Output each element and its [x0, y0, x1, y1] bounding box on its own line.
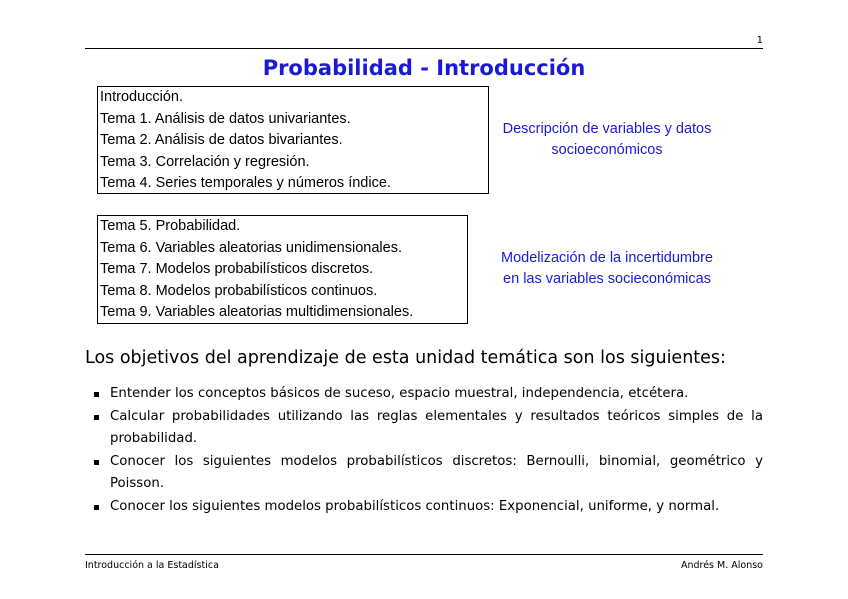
topic-item: Tema 7. Modelos probabilísticos discretos.: [100, 261, 374, 278]
probability-caption: [487, 248, 727, 290]
objective-item: Entender los conceptos básicos de suceso, espacio muestral, independencia, etcétera.: [85, 383, 763, 405]
topic-item: Tema 9. Variables aleatorias multidimensionales.: [100, 304, 414, 321]
topics-box-descriptive: [97, 86, 489, 194]
topic-item: Tema 8. Modelos probabilísticos continuos.: [100, 282, 378, 299]
footer-author: Andrés M. Alonso: [680, 560, 763, 571]
objective-item: Conocer los siguientes modelos probabilísticos continuos: Exponencial, uniforme, y normal.: [85, 496, 763, 518]
page-number: 1: [756, 35, 763, 46]
slide-title: Probabilidad - Introducción: [262, 56, 586, 80]
topic-item: Tema 2. Análisis de datos bivariantes.: [100, 132, 343, 149]
topic-item: Tema 1. Análisis de datos univariantes.: [100, 110, 351, 127]
header-rule: [85, 48, 763, 49]
objective-item: Conocer los siguientes modelos probabilísticos discretos: Bernoulli, binomial, geométrico y Poisson.: [85, 451, 763, 495]
caption-line: Descripción de variables y datos: [502, 121, 712, 137]
topic-item: Tema 3. Correlación y regresión.: [100, 153, 310, 170]
footer-rule: [85, 554, 763, 555]
caption-line: socioeconómicos: [551, 142, 663, 158]
topic-item: Tema 6. Variables aleatorias unidimensionales.: [100, 239, 402, 256]
topics-box-probability: [97, 215, 468, 324]
objective-item: Calcular probabilidades utilizando las reglas elementales y resultados teóricos simples de la probabilidad.: [85, 406, 763, 450]
caption-line: Modelización de la incertidumbre: [501, 250, 713, 266]
caption-line: en las variables socieconómicas: [503, 271, 711, 287]
objectives-intro: Los objetivos del aprendizaje de esta unidad temática son los siguientes:: [85, 348, 726, 368]
footer-course: Introducción a la Estadística: [85, 560, 219, 571]
objectives-list: [85, 383, 763, 519]
descriptive-caption: [487, 119, 727, 161]
topic-item: Tema 5. Probabilidad.: [100, 218, 241, 234]
topic-item: Introducción.: [100, 89, 184, 105]
topic-item: Tema 4. Series temporales y números índice.: [100, 175, 391, 192]
